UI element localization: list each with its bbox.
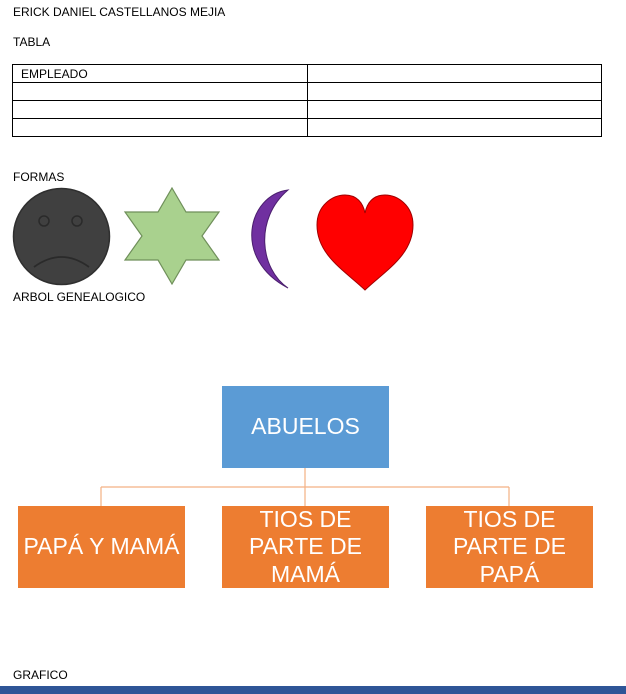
chart-top-edge [0, 686, 626, 694]
table-title: TABLA [13, 35, 51, 49]
tree-node-label: TIOS DE PARTE DE MAMÁ [249, 505, 362, 587]
tree-node-child[interactable] [18, 506, 185, 588]
tree-node-child[interactable] [426, 506, 593, 588]
author-name: ERICK DANIEL CASTELLANOS MEJIA [13, 5, 226, 19]
tree-node-child[interactable] [222, 506, 389, 588]
shapes-title: FORMAS [13, 170, 65, 184]
tree-node-label: ABUELOS [251, 413, 360, 440]
table-cell[interactable]: EMPLEADO [13, 65, 308, 83]
tree-node-label: PAPÁ Y MAMÁ [23, 533, 180, 560]
tree-node-label: TIOS DE PARTE DE PAPÁ [453, 505, 566, 587]
tree-title: ARBOL GENEALOGICO [13, 290, 146, 304]
tree-node-root[interactable] [222, 386, 389, 468]
chart-title: GRAFICO [13, 668, 68, 682]
